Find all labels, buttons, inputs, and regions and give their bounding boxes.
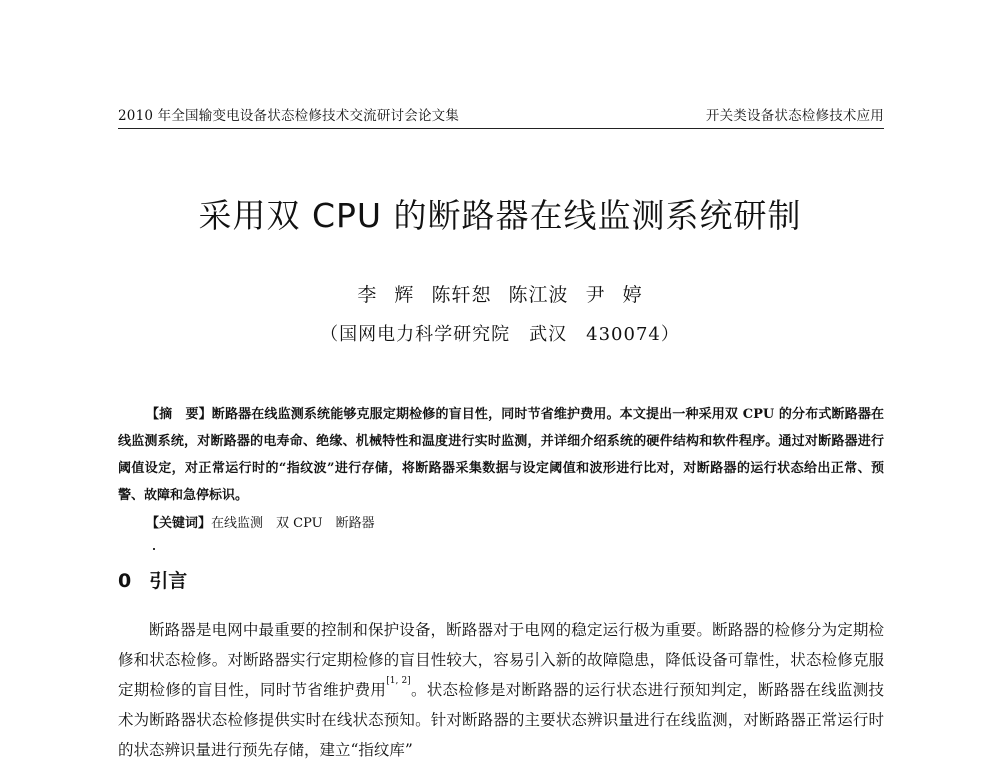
section-number: 0 [118, 570, 132, 592]
author-3: 陈江波 [508, 284, 569, 306]
section-title: 引言 [149, 570, 188, 592]
abstract-text: 断路器在线监测系统能够克服定期检修的盲目性，同时节省维护费用。本文提出一种采用双 CPU 的分布式断路器在线监测系统，对断路器的电寿命、绝缘、机械特性和温度进行实时监测，并详细介绍系统的硬件结构和软件程序。通过对断路器进行阈值设定，对正常运行时的“指纹波”进行存储，将断路器采集数据与设定阈值和波形进行比对，对断路器的运行状态给出正常、预警、故障和急停标识。 [118, 407, 884, 503]
running-header [118, 106, 884, 129]
citation: [1, 2] [386, 676, 411, 686]
body-text-part2: 。状态检修是对断路器的运行状态进行预知判定，断路器在线监测技术为断路器状态检修提供实时在线状态预知。针对断路器的主要状态辨识量进行在线监测，对断路器正常运行时的状态辨识量进行预先存储，建立“指纹库” [118, 681, 884, 759]
affiliation: （国网电力科学研究院 武汉 430074） [320, 324, 680, 345]
author-1: 李 辉 [357, 284, 415, 306]
stray-dot [153, 548, 155, 550]
abstract [118, 401, 884, 509]
header-right: 开关类设备状态检修技术应用 [705, 108, 884, 124]
author-4: 尹 婷 [585, 284, 643, 306]
paper-title: 采用双 CPU 的断路器在线监测系统研制 [198, 196, 802, 235]
author-2: 陈轩恕 [431, 284, 492, 306]
author-list [0, 280, 1000, 307]
keywords-text: 在线监测 双 CPU 断路器 [211, 516, 375, 531]
abstract-label: 【摘 要】 [146, 407, 212, 422]
body-paragraph [118, 615, 884, 765]
section-heading [118, 566, 187, 593]
keywords-label: 【关键词】 [146, 516, 212, 531]
body-text-part1: 断路器是电网中最重要的控制和保护设备，断路器对于电网的稳定运行极为重要。断路器的检修分为定期检修和状态检修。对断路器实行定期检修的盲目性较大，容易引入新的故障隐患，降低设备可靠性，状态检修克服定期检修的盲目性，同时节省维护费用 [118, 621, 884, 699]
keywords [146, 510, 375, 537]
header-left: 2010 年全国输变电设备状态检修技术交流研讨会论文集 [118, 108, 460, 124]
